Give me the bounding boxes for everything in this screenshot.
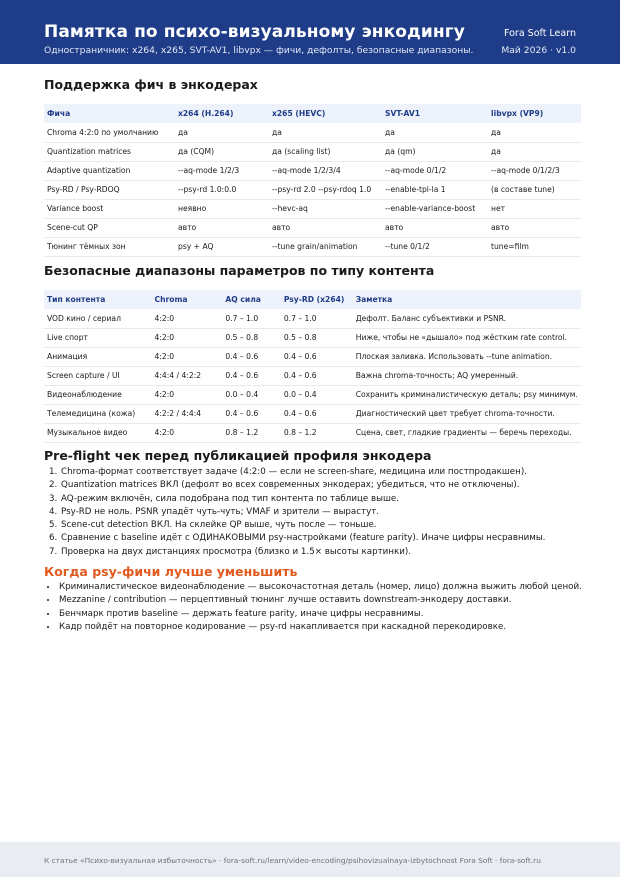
table-cell: Анимация bbox=[47, 352, 88, 361]
table-cell: Музыкальное видео bbox=[47, 428, 128, 437]
table-cell: Quantization matrices bbox=[47, 147, 132, 156]
table-row bbox=[44, 404, 581, 423]
features-table bbox=[44, 104, 581, 257]
table-cell: нет bbox=[491, 204, 506, 213]
table-cell: --hevc-aq bbox=[272, 204, 308, 213]
table-cell: Screen capture / UI bbox=[47, 371, 120, 380]
table-cell: --enable-tpl-la 1 bbox=[385, 185, 446, 194]
table-cell: авто bbox=[385, 223, 404, 232]
features-header-row bbox=[44, 104, 581, 123]
table-cell: 4:2:0 bbox=[154, 333, 175, 342]
table-row bbox=[44, 423, 581, 442]
table-cell: 0.4 – 0.6 bbox=[225, 371, 259, 380]
table-row bbox=[44, 142, 581, 161]
table-cell: Adaptive quantization bbox=[47, 166, 131, 175]
table-cell: 0.5 – 0.8 bbox=[225, 333, 259, 342]
table-row bbox=[44, 180, 581, 199]
page-title: Памятка по психо-визуальному энкодингу bbox=[44, 22, 465, 42]
table-cell: авто bbox=[272, 223, 291, 232]
features-heading: Поддержка фич в энкодерах bbox=[44, 77, 258, 92]
table-cell: Live спорт bbox=[47, 333, 88, 342]
ranges-col-header: Тип контента bbox=[44, 290, 152, 309]
table-cell: 0.7 – 1.0 bbox=[283, 313, 317, 323]
ranges-col-header: AQ сила bbox=[222, 290, 280, 309]
when-less-heading: Когда psy-фичи лучше уменьшить bbox=[44, 564, 298, 579]
ranges-header-row bbox=[44, 290, 581, 309]
table-cell: Ниже, чтобы не «дышало» под жёстким rate control. bbox=[355, 333, 568, 342]
table-row bbox=[44, 199, 581, 218]
features-col-header: SVT-AV1 bbox=[382, 104, 488, 123]
table-cell: --tune 0/1/2 bbox=[385, 242, 430, 251]
list-item: 1. Chroma-формат соответствует задаче (4:2:0 — если не screen-share, медицина или постпродакшен). bbox=[60, 466, 545, 479]
table-cell: tune=film bbox=[491, 242, 529, 251]
features-col-header: libvpx (VP9) bbox=[488, 104, 581, 123]
table-cell: Плоская заливка. Использовать --tune animation. bbox=[355, 352, 553, 361]
table-cell: да bbox=[491, 127, 501, 137]
ranges-heading: Безопасные диапазоны параметров по типу контента bbox=[44, 263, 435, 278]
table-cell: да bbox=[385, 127, 395, 137]
table-cell: 4:2:0 bbox=[154, 313, 175, 323]
table-row bbox=[44, 218, 581, 237]
ranges-col-header: Заметка bbox=[353, 290, 581, 309]
list-item: • Кадр пойдёт на повторное кодирование — psy-rd накапливается при каскадной перекодировке. bbox=[58, 621, 582, 634]
table-cell: 0.5 – 0.8 bbox=[283, 333, 317, 342]
table-cell: VOD кино / сериал bbox=[47, 313, 121, 323]
table-cell: Телемедицина (кожа) bbox=[47, 409, 136, 418]
table-cell: 0.8 – 1.2 bbox=[225, 428, 259, 437]
page-header bbox=[0, 0, 620, 64]
table-cell: psy + AQ bbox=[178, 242, 214, 251]
brand-label: Fora Soft Learn bbox=[503, 28, 576, 39]
table-cell: 0.0 – 0.4 bbox=[283, 390, 317, 399]
table-cell: Диагностический цвет требует chroma-точности. bbox=[355, 409, 555, 418]
table-cell: 0.8 – 1.2 bbox=[283, 428, 317, 437]
table-cell: --tune grain/animation bbox=[272, 242, 358, 251]
table-row bbox=[44, 347, 581, 366]
features-col-header: x264 (H.264) bbox=[175, 104, 269, 123]
table-cell: --aq-mode 1/2/3 bbox=[178, 166, 240, 175]
table-cell: 0.4 – 0.6 bbox=[225, 352, 259, 361]
preflight-heading: Pre-flight чек перед публикацией профиля энкодера bbox=[44, 448, 432, 463]
table-cell: Chroma 4:2:0 по умолчанию bbox=[47, 127, 159, 137]
table-cell: (в составе tune) bbox=[491, 185, 555, 194]
list-item: 4. Psy-RD не ноль. PSNR упадёт чуть-чуть; VMAF и зрители — вырастут. bbox=[60, 506, 545, 519]
list-item: 5. Scene-cut detection ВКЛ. На склейке QP выше, чуть после — тоньше. bbox=[60, 519, 545, 532]
table-cell: Variance boost bbox=[47, 204, 104, 213]
table-cell: Psy-RD / Psy-RDOQ bbox=[47, 185, 120, 194]
ranges-col-header: Chroma bbox=[152, 290, 223, 309]
table-cell: 4:2:0 bbox=[154, 352, 175, 361]
list-item: 7. Проверка на двух дистанциях просмотра (близко и 1.5× высоты картинки). bbox=[60, 546, 545, 559]
version-label: Май 2026 · v1.0 bbox=[501, 45, 576, 56]
table-cell: 0.4 – 0.6 bbox=[283, 409, 317, 418]
table-row bbox=[44, 385, 581, 404]
table-cell: Сцена, свет, гладкие градиенты — беречь переходы. bbox=[355, 428, 572, 437]
table-cell: Сохранить криминалистическую деталь; psy минимум. bbox=[355, 390, 578, 399]
page-footer bbox=[0, 842, 620, 877]
table-cell: да bbox=[491, 147, 501, 156]
table-cell: --aq-mode 1/2/3/4 bbox=[272, 166, 341, 175]
table-row bbox=[44, 237, 581, 256]
table-cell: неявно bbox=[178, 204, 207, 213]
when-less-list bbox=[48, 581, 582, 634]
table-cell: --enable-variance-boost bbox=[385, 204, 476, 213]
table-cell: да (CQM) bbox=[178, 147, 215, 156]
page-subtitle: Одностраничник: x264, x265, SVT-AV1, libvpx — фичи, дефолты, безопасные диапазоны. bbox=[44, 45, 474, 56]
ranges-col-header: Psy-RD (x264) bbox=[281, 290, 353, 309]
table-cell: авто bbox=[491, 223, 510, 232]
list-item: 6. Сравнение с baseline идёт с ОДИНАКОВЫМИ psy-настройками (feature parity). Иначе цифры несравнимы. bbox=[60, 532, 545, 545]
list-item: • Mezzanine / contribution — перцептивный тюнинг лучше оставить downstream-энкодеру доставки. bbox=[58, 594, 582, 607]
table-cell: да bbox=[178, 127, 188, 137]
table-cell: 0.7 – 1.0 bbox=[225, 313, 259, 323]
table-row bbox=[44, 328, 581, 347]
table-cell: Видеонаблюдение bbox=[47, 390, 122, 399]
list-item: • Бенчмарк против baseline — держать feature parity, иначе цифры несравнимы. bbox=[58, 608, 582, 621]
table-row bbox=[44, 309, 581, 328]
table-cell: Тюнинг тёмных зон bbox=[47, 242, 126, 251]
table-cell: 4:4:4 / 4:2:2 bbox=[154, 371, 202, 380]
table-row bbox=[44, 161, 581, 180]
features-col-header: x265 (HEVC) bbox=[269, 104, 382, 123]
list-item: • Криминалистическое видеонаблюдение — высокочастотная деталь (номер, лицо) должна выжить любой ценой. bbox=[58, 581, 582, 594]
table-cell: --aq-mode 0/1/2 bbox=[385, 166, 447, 175]
table-cell: 0.4 – 0.6 bbox=[283, 352, 317, 361]
table-cell: Scene-cut QP bbox=[47, 223, 98, 232]
list-item: 2. Quantization matrices ВКЛ (дефолт во всех современных энкодерах; убедиться, что не отключены). bbox=[60, 479, 545, 492]
features-col-header: Фича bbox=[44, 104, 175, 123]
table-cell: 4:2:2 / 4:4:4 bbox=[154, 409, 202, 418]
table-row bbox=[44, 123, 581, 142]
table-row bbox=[44, 366, 581, 385]
table-cell: --psy-rd 1.0:0.0 bbox=[178, 185, 237, 194]
footer-note: К статье «Психо-визуальная избыточность» · fora-soft.ru/learn/video-encoding/psihovizualnaya-izbytochnost Fora Soft · fora-soft.ru bbox=[44, 856, 541, 865]
preflight-list bbox=[48, 466, 545, 559]
list-item: 3. AQ-режим включён, сила подобрана под тип контента по таблице выше. bbox=[60, 493, 545, 506]
table-cell: авто bbox=[178, 223, 197, 232]
ranges-table bbox=[44, 290, 581, 443]
table-cell: да (qm) bbox=[385, 147, 416, 156]
table-cell: 0.0 – 0.4 bbox=[225, 390, 259, 399]
table-cell: 0.4 – 0.6 bbox=[225, 409, 259, 418]
table-cell: --aq-mode 0/1/2/3 bbox=[491, 166, 560, 175]
table-cell: 4:2:0 bbox=[154, 428, 175, 437]
table-cell: да bbox=[272, 127, 282, 137]
table-cell: --psy-rd 2.0 --psy-rdoq 1.0 bbox=[272, 185, 372, 194]
table-cell: Важна chroma-точность; AQ умеренный. bbox=[355, 371, 519, 380]
table-cell: да (scaling list) bbox=[272, 147, 331, 156]
table-cell: Дефолт. Баланс субъективки и PSNR. bbox=[355, 313, 507, 323]
table-cell: 0.4 – 0.6 bbox=[283, 371, 317, 380]
table-cell: 4:2:0 bbox=[154, 390, 175, 399]
